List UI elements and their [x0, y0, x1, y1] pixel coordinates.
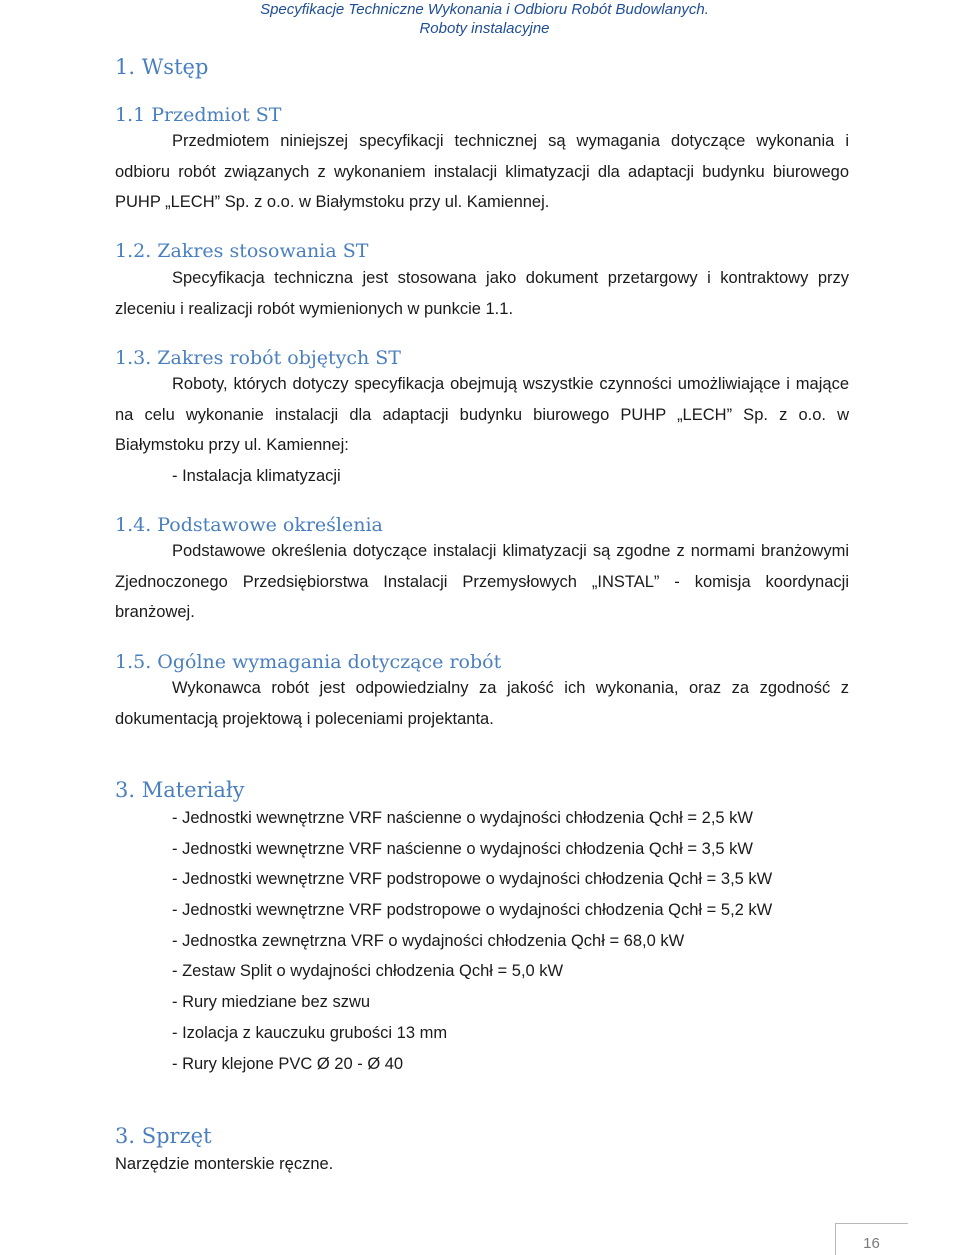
paragraph-zakres-stosowania: Specyfikacja techniczna jest stosowana jako dokument przetargowy i kontraktowy przy zleceniu i realizacji robót wymienionych w punkcie 1.1.: [115, 269, 849, 318]
list-item: - Izolacja z kauczuku grubości 13 mm: [172, 1023, 448, 1042]
list-item: - Zestaw Split o wydajności chłodzenia Qchł = 5,0 kW: [172, 962, 564, 981]
heading-ogolne-wymagania: 1.5. Ogólne wymagania dotyczące robót: [115, 651, 502, 673]
heading-sprzet: 3. Sprzęt: [115, 1124, 212, 1148]
paragraph-zakres-robot: Roboty, których dotyczy specyfikacja obejmują wszystkie czynności umożliwiające i mające na celu wykonanie instalacji dla adaptacji budynku biurowego PUHP „LECH” Sp. z o.o. w Białymstoku przy ul. Kamiennej:: [115, 375, 849, 454]
list-item: - Jednostki wewnętrzne VRF naścienne o wydajności chłodzenia Qchł = 3,5 kW: [172, 839, 753, 858]
page-number: 16: [863, 1235, 880, 1252]
list-item: - Jednostki wewnętrzne VRF podstropowe o wydajności chłodzenia Qchł = 3,5 kW: [172, 870, 773, 889]
list-item-instalacja: - Instalacja klimatyzacji: [172, 467, 341, 485]
heading-podstawowe-okreslenia: 1.4. Podstawowe określenia: [115, 514, 383, 536]
list-item: - Rury klejone PVC Ø 20 - Ø 40: [172, 1054, 404, 1073]
list-item: - Jednostki wewnętrzne VRF naścienne o wydajności chłodzenia Qchł = 2,5 kW: [172, 809, 753, 827]
heading-zakres-robot: 1.3. Zakres robót objętych ST: [115, 347, 401, 369]
header-title: Specyfikacje Techniczne Wykonania i Odbioru Robót Budowlanych.: [260, 1, 709, 18]
paragraph-sprzet: Narzędzie monterskie ręczne.: [115, 1155, 334, 1173]
heading-przedmiot: 1.1 Przedmiot ST: [115, 104, 282, 126]
page-header: [232, 0, 737, 38]
heading-materialy: 3. Materiały: [115, 778, 245, 802]
heading-zakres-stosowania: 1.2. Zakres stosowania ST: [115, 240, 369, 262]
header-subtitle: Roboty instalacyjne: [419, 20, 550, 37]
list-item: - Rury miedziane bez szwu: [172, 993, 371, 1012]
materials-list: [172, 807, 772, 1083]
paragraph-podstawowe-okreslenia: Podstawowe określenia dotyczące instalacji klimatyzacji są zgodne z normami branżowymi Zjednoczonego Przedsiębiorstwa Instalacji Przemysłowych „INSTAL” - komisja koordynacji branżowej.: [115, 542, 849, 621]
heading-wstep: 1. Wstęp: [115, 55, 209, 79]
list-item: - Jednostki wewnętrzne VRF podstropowe o wydajności chłodzenia Qchł = 5,2 kW: [172, 901, 773, 920]
paragraph-przedmiot: Przedmiotem niniejszej specyfikacji technicznej są wymagania dotyczące wykonania i odbioru robót związanych z wykonaniem instalacji klimatyzacji dla adaptacji budynku biurowego PUHP „LECH” Sp. z o.o. w Białymstoku przy ul. Kamiennej.: [115, 132, 849, 211]
paragraph-ogolne-wymagania: Wykonawca robót jest odpowiedzialny za jakość ich wykonania, oraz za zgodność z dokumentacją projektową i poleceniami projektanta.: [115, 679, 849, 728]
list-item: - Jednostka zewnętrzna VRF o wydajności chłodzenia Qchł = 68,0 kW: [172, 931, 685, 950]
